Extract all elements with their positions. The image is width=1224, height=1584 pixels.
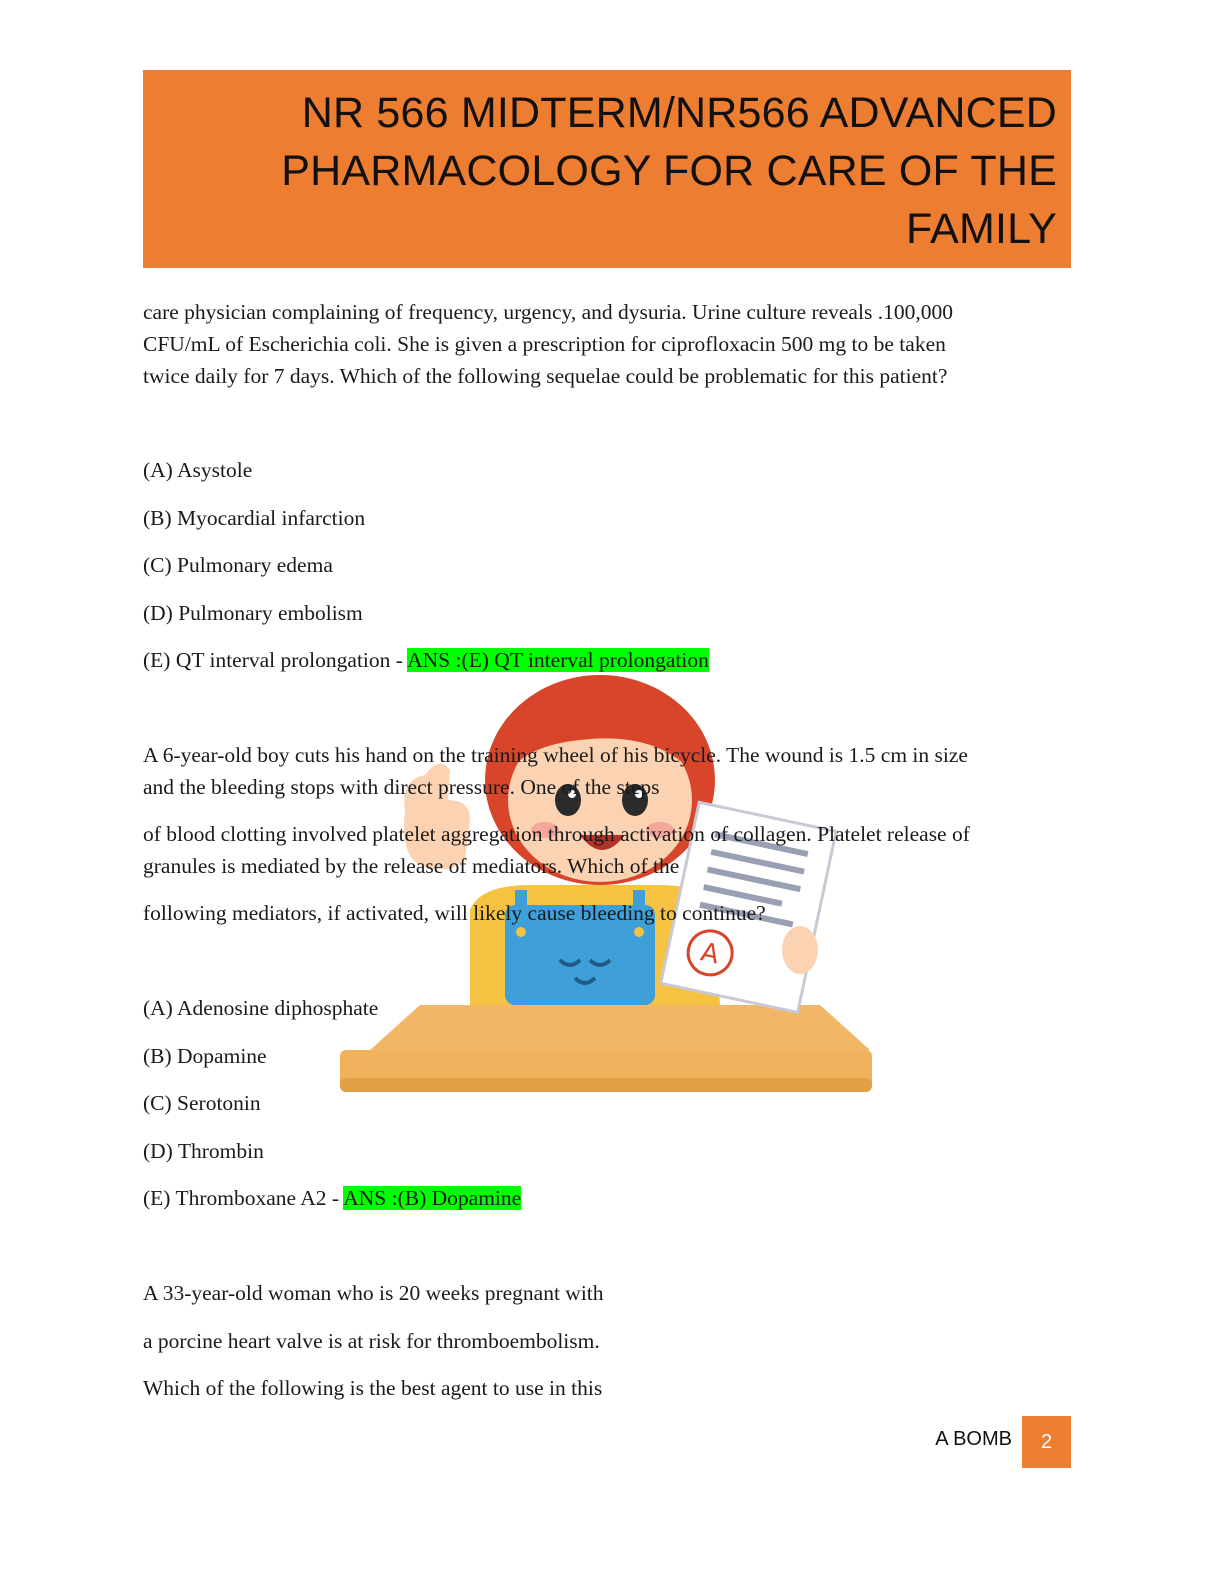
header-banner: [143, 70, 1071, 268]
page-number: 2: [1022, 1416, 1071, 1468]
answer-option: (A) Adenosine diphosphate: [143, 996, 379, 1020]
question-stem-line: Which of the following is the best agent to use in this: [143, 1376, 603, 1400]
answer-key-highlight: ANS :(B) Dopamine: [343, 1186, 522, 1210]
title-line: FAMILY: [906, 205, 1057, 253]
answer-option-with-key: [143, 644, 1073, 676]
answer-option: (C) Pulmonary edema: [143, 553, 333, 577]
document-title: [237, 84, 1057, 258]
answer-option: (A) Asystole: [143, 458, 253, 482]
answer-option: (D) Pulmonary embolism: [143, 601, 363, 625]
question-stem-line: A 6-year-old boy cuts his hand on the training wheel of his bicycle. The wound is 1.5 cm in size: [143, 743, 968, 767]
question-stem-line: CFU/mL of Escherichia coli. She is given a prescription for ciprofloxacin 500 mg to be taken: [143, 332, 946, 356]
answer-option-with-key: [143, 1182, 1073, 1214]
question-stem-line: A 33-year-old woman who is 20 weeks pregnant with: [143, 1281, 604, 1305]
answer-option: (B) Myocardial infarction: [143, 506, 366, 530]
answer-option-text: (E) Thromboxane A2 -: [143, 1186, 344, 1210]
answer-option: (D) Thrombin: [143, 1139, 264, 1163]
title-line: NR 566 MIDTERM/NR566 ADVANCED: [301, 89, 1057, 137]
footer-label: A BOMB: [935, 1428, 1012, 1450]
answer-key-highlight: ANS :(E) QT interval prolongation: [407, 648, 709, 672]
answer-option-text: (E) QT interval prolongation -: [143, 648, 408, 672]
grade-mark: A: [698, 937, 722, 971]
question-stem-line: granules is mediated by the release of mediators. Which of the: [143, 854, 680, 878]
question-stem-line: a porcine heart valve is at risk for thromboembolism.: [143, 1329, 600, 1353]
answer-option: (B) Dopamine: [143, 1044, 267, 1068]
question-stem-line: of blood clotting involved platelet aggregation through activation of collagen. Platelet release of: [143, 822, 970, 846]
question-stem-line: twice daily for 7 days. Which of the following sequelae could be problematic for this patient?: [143, 364, 948, 388]
answer-option: (C) Serotonin: [143, 1091, 261, 1115]
question-stem-line: and the bleeding stops with direct pressure. One of the steps: [143, 775, 660, 799]
question-stem-line: care physician complaining of frequency, urgency, and dysuria. Urine culture reveals .100,000: [143, 300, 953, 324]
title-line: PHARMACOLOGY FOR CARE OF THE: [281, 147, 1057, 195]
question-stem-line: following mediators, if activated, will likely cause bleeding to continue?: [143, 901, 766, 925]
